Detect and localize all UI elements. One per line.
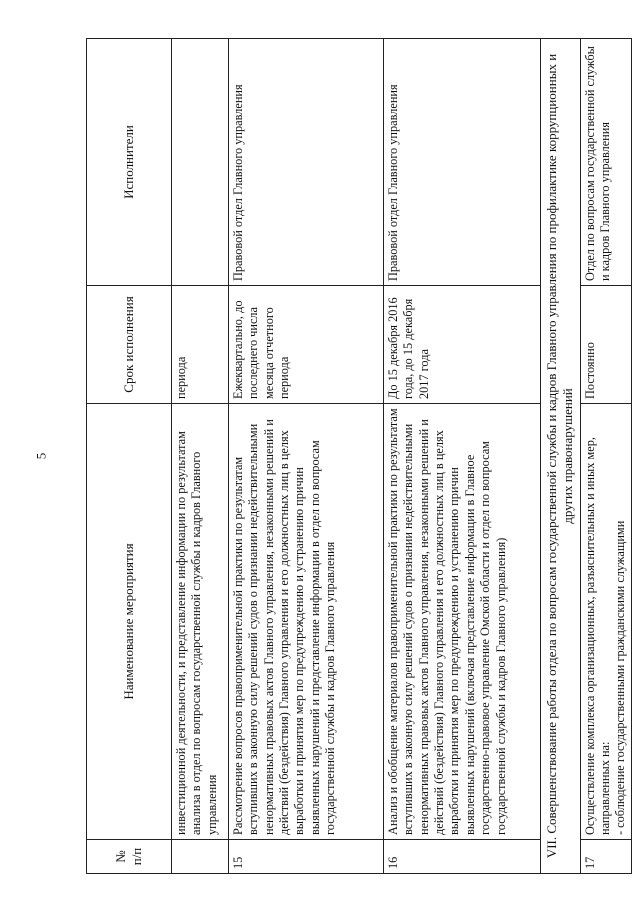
header-name: Наименование мероприятия: [87, 404, 172, 840]
row-term: Ежеквартально, до последнего числа месяца отчетного периода: [229, 286, 384, 404]
table-row: [580, 39, 631, 874]
row-executor: [172, 39, 229, 286]
row-num: [172, 840, 229, 874]
row-term: Постоянно: [580, 286, 631, 404]
table-row: [229, 39, 384, 874]
header-term: Срок исполнения: [87, 286, 172, 404]
row-num: 16: [384, 840, 541, 874]
table-row: [384, 39, 541, 874]
table-row: [172, 39, 229, 874]
header-num: № п/п: [87, 840, 172, 874]
header-executor: Исполнители: [87, 39, 172, 286]
row-executor: Правовой отдел Главного управления: [384, 39, 541, 286]
page-number: 5: [33, 452, 49, 460]
row-term: До 15 декабря 2016 года, до 15 декабря 2017 года: [384, 286, 541, 404]
section-row: [541, 39, 581, 874]
measures-table: [86, 38, 632, 874]
table-header-row: [87, 39, 172, 874]
row-num: 15: [229, 840, 384, 874]
row-executor: Правовой отдел Главного управления: [229, 39, 384, 286]
row-num: 17: [580, 840, 631, 874]
row-executor: Отдел по вопросам государственной службы и кадров Главного управления: [580, 39, 631, 286]
section-title: VII. Совершенствование работы отдела по вопросам государственной службы и кадров Главного управления по профилактике коррупционных и других правонарушений: [541, 39, 581, 874]
row-name: Анализ и обобщение материалов правоприменительной практики по результатам вступивших в законную силу решений судов о признании недействительными ненормативных правовых актов Главного управления, незаконными решений и действий (бездействия) Главного управления и его должностных лиц в целях выработки и принятия мер по предупреждению и устранению причин выявленных нарушений (включая представление информации в Главное государственно-правовое управление Омской области и отдел по вопросам государственной службы и кадров Главного управления): [384, 404, 541, 840]
row-name-line: Осуществление комплекса организационных, разъяснительных и иных мер, направленных на:: [582, 437, 612, 835]
row-term: периода: [172, 286, 229, 404]
row-name: инвестиционной деятельности, и представление информации по результатам анализа в отдел по вопросам государственной службы и кадров Главного управления: [172, 404, 229, 840]
rotated-table-container: [86, 39, 628, 874]
row-name: Рассмотрение вопросов правоприменительной практики по результатам вступивших в законную силу решений судов о признании недействительными ненормативных правовых актов Главного управления, незаконными решений и действий (бездействия) Главного управления и его должностных лиц в целях выработки и принятия мер по предупреждению и устранению причин выявленных нарушений и представление информации в отдел по вопросам государственной службы и кадров Главного управления: [229, 404, 384, 840]
row-name: [580, 404, 631, 840]
row-name-line: - соблюдение государственными гражданскими служащими: [613, 520, 628, 835]
